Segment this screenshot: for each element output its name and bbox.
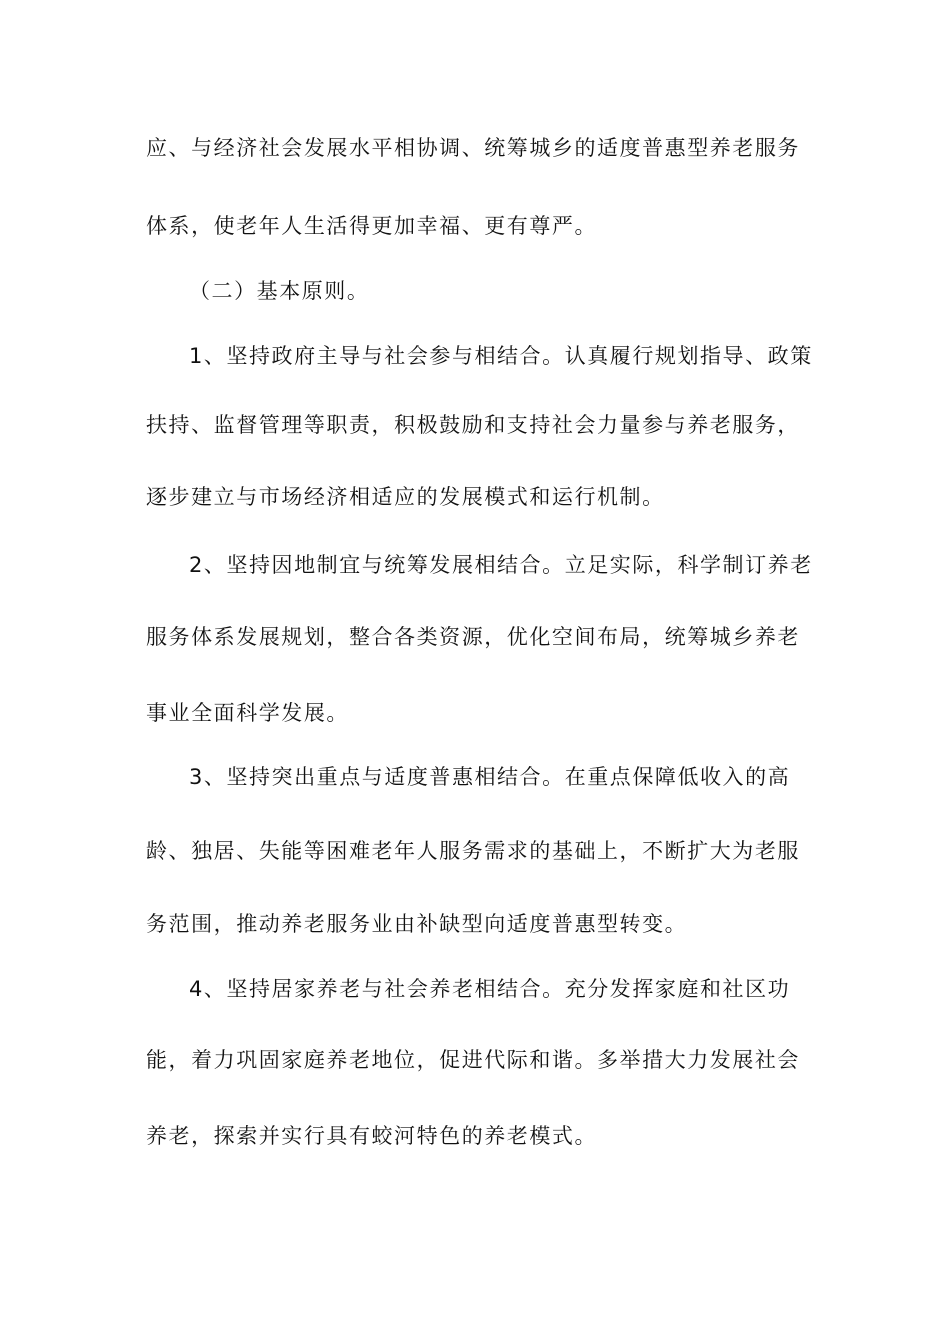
- text-line: 4、坚持居家养老与社会养老相结合。充分发挥家庭和社区功: [189, 977, 791, 1001]
- text-line: 1、坚持政府主导与社会参与相结合。认真履行规划指导、政策: [189, 344, 813, 368]
- section-heading: （二）基本原则。: [189, 279, 370, 303]
- text-line: 养老，探索并实行具有蛟河特色的养老模式。: [146, 1124, 597, 1148]
- text-line: 2、坚持因地制宜与统筹发展相结合。立足实际，科学制订养老: [189, 553, 813, 577]
- text-line: 能，着力巩固家庭养老地位，促进代际和谐。多举措大力发展社会: [146, 1048, 800, 1072]
- text-line: 事业全面科学发展。: [146, 701, 349, 725]
- text-line: 务范围，推动养老服务业由补缺型向适度普惠型转变。: [146, 912, 688, 936]
- text-line: 应、与经济社会发展水平相协调、统筹城乡的适度普惠型养老服务: [146, 136, 800, 160]
- text-line: 扶持、监督管理等职责，积极鼓励和支持社会力量参与养老服务，: [146, 413, 800, 437]
- text-line: 体系，使老年人生活得更加幸福、更有尊严。: [146, 214, 597, 238]
- text-line: 逐步建立与市场经济相适应的发展模式和运行机制。: [146, 485, 665, 509]
- text-line: 龄、独居、失能等困难老年人服务需求的基础上，不断扩大为老服: [146, 839, 800, 863]
- text-line: 服务体系发展规划，整合各类资源，优化空间布局，统筹城乡养老: [146, 625, 800, 649]
- text-line: 3、坚持突出重点与适度普惠相结合。在重点保障低收入的高: [189, 765, 791, 789]
